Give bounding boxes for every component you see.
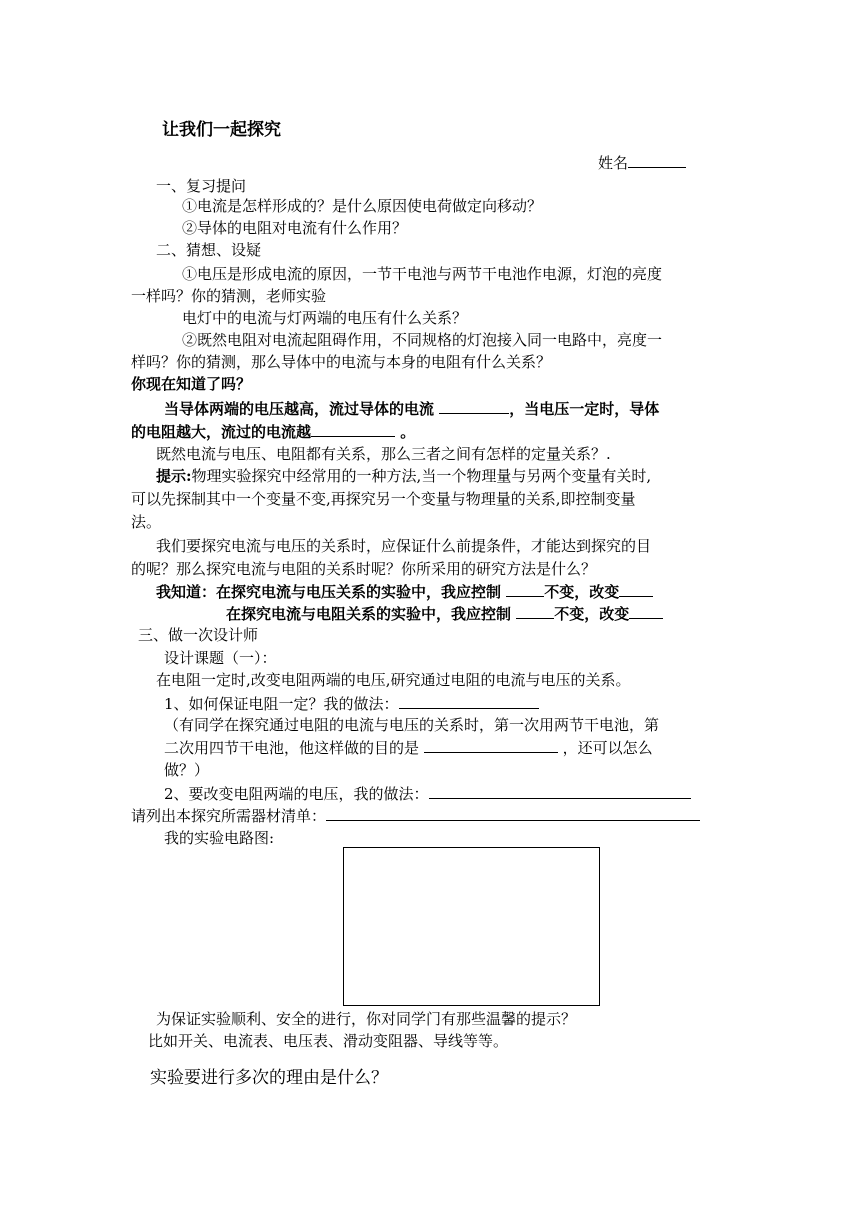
section3-heading: 三、做一次设计师	[138, 626, 259, 644]
hint-line-2: 可以先探制其中一个变量不变,再探究另一个变量与物理量的关系,即控制变量	[131, 490, 636, 508]
guess-2-line-a: ②既然电阻对电流起阻碍作用，不同规格的灯泡接入同一电路中，亮度一	[182, 331, 663, 349]
name-blank[interactable]	[628, 152, 686, 168]
circuit-diagram-box[interactable]	[343, 847, 600, 1006]
hint-line-3: 法。	[131, 513, 162, 531]
iknow-label: 我知道：	[156, 583, 217, 601]
voltage-method-blank[interactable]	[429, 783, 691, 799]
design-q1	[164, 693, 539, 714]
section2-heading: 二、猜想、设疑	[156, 241, 262, 259]
know-line-2-text-a: 的电阻越大，流过的电流越	[131, 423, 312, 441]
hint-line-1	[156, 466, 651, 486]
know-line-1	[164, 398, 659, 419]
page-title: 让我们一起探究	[162, 120, 281, 140]
circuit-label: 我的实验电路图:	[164, 829, 275, 847]
design-topic: 设计课题（一）：	[164, 649, 277, 667]
ask-line-2: 的呢？那么探究电流与电阻的关系时呢？你所采用的研究方法是什么？	[131, 560, 597, 578]
name-line	[598, 152, 686, 173]
design-note-2-text-a: 二次用四节干电池，他这样做的目的是	[164, 739, 420, 757]
iknow-line-1	[156, 581, 653, 602]
resistance-method-blank[interactable]	[399, 693, 539, 709]
review-question-2: ②导体的电阻对电流有什么作用？	[182, 219, 408, 237]
iknow-text-2: 在探究电流与电阻关系的实验中，我应控制	[226, 605, 512, 623]
guess-1-line-a: ①电压是形成电流的原因，一节干电池与两节干电池作电源，灯泡的亮度	[182, 265, 663, 283]
design-description: 在电阻一定时,改变电阻两端的电压,研究通过电阻的电流与电压的关系。	[156, 671, 631, 689]
guess-1-question: 电灯中的电流与灯两端的电压有什么关系？	[182, 309, 468, 327]
iknow-unchanged-2: 不变，改变	[554, 605, 630, 623]
design-q1-text: 1、如何保证电阻一定？我的做法：	[164, 695, 399, 713]
iknow-unchanged-1: 不变，改变	[544, 583, 620, 601]
design-note-1: （有同学在探究通过电阻的电流与电压的关系时，第一次用两节干电池，第	[164, 716, 660, 734]
know-line-2-text-b: 。	[400, 423, 416, 441]
know-line-2	[131, 421, 415, 442]
ask-line-1: 我们要探究电流与电压的关系时，应保证什么前提条件，才能达到探究的目	[156, 537, 652, 555]
know-line-1-text-a: 当导体两端的电压越高，流过导体的电流	[164, 400, 435, 418]
equipment-list-blank[interactable]	[326, 805, 700, 821]
relation-question: 既然电流与电压、电阻都有关系，那么三者之间有怎样的定量关系？.	[156, 445, 611, 463]
iknow-text-1: 在探究电流与电压关系的实验中，我应控制	[216, 583, 502, 601]
design-note-3: 做？）	[164, 761, 210, 779]
design-note-2	[164, 737, 653, 758]
name-label: 姓名	[598, 154, 629, 172]
know-line-1-text-b: ，当电压一定时，导体	[509, 400, 660, 418]
guess-1-line-b: 一样吗？你的猜测，老师实验	[131, 287, 327, 305]
equipment-list	[131, 805, 700, 826]
current-resistance-blank[interactable]	[311, 421, 395, 437]
voltage-control-blank[interactable]	[506, 581, 544, 597]
section1-heading: 一、复习提问	[156, 177, 247, 195]
know-heading: 你现在知道了吗？	[131, 375, 252, 393]
final-question: 实验要进行多次的理由是什么？	[150, 1068, 388, 1088]
safety-line-2: 比如开关、电流表、电压表、滑动变阻器、导线等等。	[148, 1032, 509, 1050]
iknow-line-2	[226, 603, 663, 624]
hint-label: 提示:	[156, 467, 192, 485]
resistance-change-blank[interactable]	[629, 603, 663, 619]
equipment-list-label: 请列出本探究所需器材清单：	[131, 807, 327, 825]
current-change-blank[interactable]	[439, 398, 509, 414]
design-q2	[164, 783, 691, 804]
purpose-blank[interactable]	[424, 737, 558, 753]
design-q2-text: 2、要改变电阻两端的电压，我的做法：	[164, 785, 429, 803]
safety-line-1: 为保证实验顺利、安全的进行，你对同学门有那些温馨的提示？	[156, 1010, 577, 1028]
design-note-2-text-b: ，还可以怎么	[562, 739, 653, 757]
resistance-control-blank[interactable]	[516, 603, 554, 619]
review-question-1: ①电流是怎样形成的？是什么原因使电荷做定向移动？	[182, 197, 543, 215]
guess-2-line-b: 样吗？你的猜测，那么导体中的电流与本身的电阻有什么关系？	[131, 353, 552, 371]
hint-text-1: 物理实验探究中经常用的一种方法,当一个物理量与另两个变量有关时,	[191, 467, 652, 485]
voltage-change-blank[interactable]	[619, 581, 653, 597]
